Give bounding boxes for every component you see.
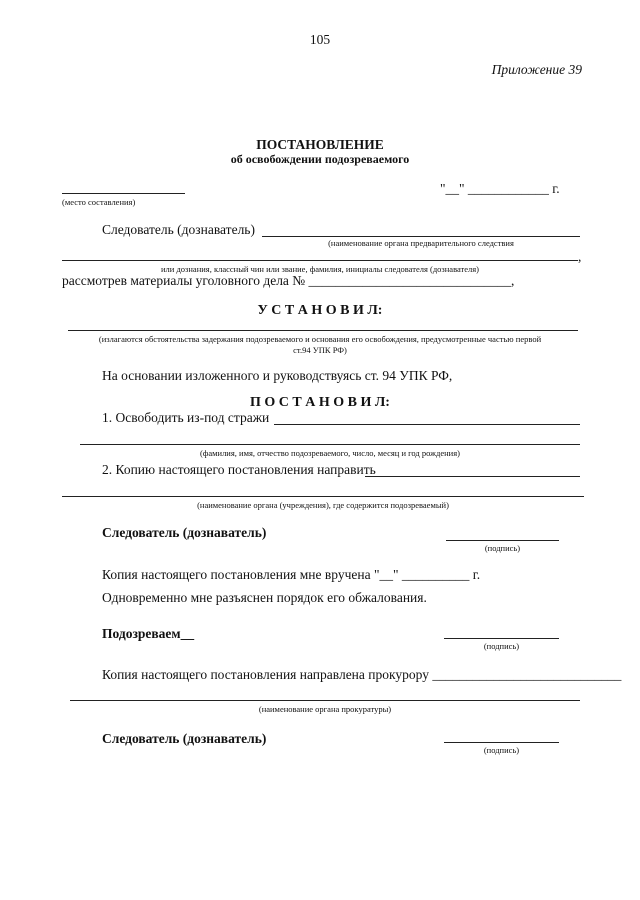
investigator-label: Следователь (дознаватель) <box>102 222 255 237</box>
copy-received-text: Копия настоящего постановления мне вручена "__" __________ г. <box>102 567 481 582</box>
appendix-label: Приложение 39 <box>491 62 582 77</box>
organ-line <box>262 236 580 237</box>
signature-line-2 <box>444 638 559 639</box>
suspect-caption: (фамилия, имя, отчество подозреваемого, число, месяц и год рождения) <box>200 448 460 458</box>
established-heading: У С Т А Н О В И Л: <box>257 303 383 318</box>
investigator-sign-label: Следователь (дознаватель) <box>102 525 267 540</box>
suspect-line <box>80 444 580 445</box>
signature-line-1 <box>446 540 559 541</box>
prosecutor-copy-text: Копия настоящего постановления направлена прокурору ____________________________ <box>102 667 622 682</box>
circumstances-caption-1: (излагаются обстоятельства задержания подозреваемого и основания его освобождения, предусмотренные частью первой <box>98 334 542 344</box>
place-caption: (место составления) <box>62 197 136 207</box>
signature-caption-2: (подпись) <box>483 641 520 651</box>
considered-text: рассмотрев материалы уголовного дела № ______________________________, <box>62 273 515 288</box>
item2-text: 2. Копию настоящего постановления направить <box>102 462 376 477</box>
appeal-text: Одновременно мне разъяснен порядок его обжалования. <box>102 590 427 605</box>
item1-line <box>274 424 580 425</box>
rank-caption: или дознания, классный чин или звание, фамилия, инициалы следователя (дознавателя) <box>160 264 479 274</box>
document-title: ПОСТАНОВЛЕНИЕ <box>256 137 384 152</box>
signature-line-3 <box>444 742 559 743</box>
prosecutor-line <box>70 700 580 701</box>
place-line <box>62 193 185 194</box>
page-number: 105 <box>309 32 331 47</box>
suspect-label: Подозреваем__ <box>102 626 195 641</box>
institution-caption: (наименование органа (учреждения), где содержится подозреваемый) <box>197 500 449 510</box>
rank-line <box>62 260 578 261</box>
resolved-heading: П О С Т А Н О В И Л: <box>250 395 390 410</box>
signature-caption-3: (подпись) <box>483 745 520 755</box>
organ-caption: (наименование органа предварительного следствия <box>328 238 514 248</box>
basis-text: На основании изложенного и руководствуясь ст. 94 УПК РФ, <box>102 368 453 383</box>
date-field: "__" ____________ г. <box>440 181 560 196</box>
prosecutor-caption: (наименование органа прокуратуры) <box>258 704 392 714</box>
signature-caption-1: (подпись) <box>484 543 521 553</box>
document-subtitle: об освобождении подозреваемого <box>230 152 410 166</box>
rank-comma: , <box>578 249 582 264</box>
circumstances-line <box>68 330 578 331</box>
item2-line <box>365 476 580 477</box>
item1-text: 1. Освободить из-под стражи <box>102 410 270 425</box>
circumstances-caption-2: ст.94 УПК РФ) <box>293 345 347 355</box>
investigator-sign-label-2: Следователь (дознаватель) <box>102 731 267 746</box>
institution-line <box>62 496 584 497</box>
